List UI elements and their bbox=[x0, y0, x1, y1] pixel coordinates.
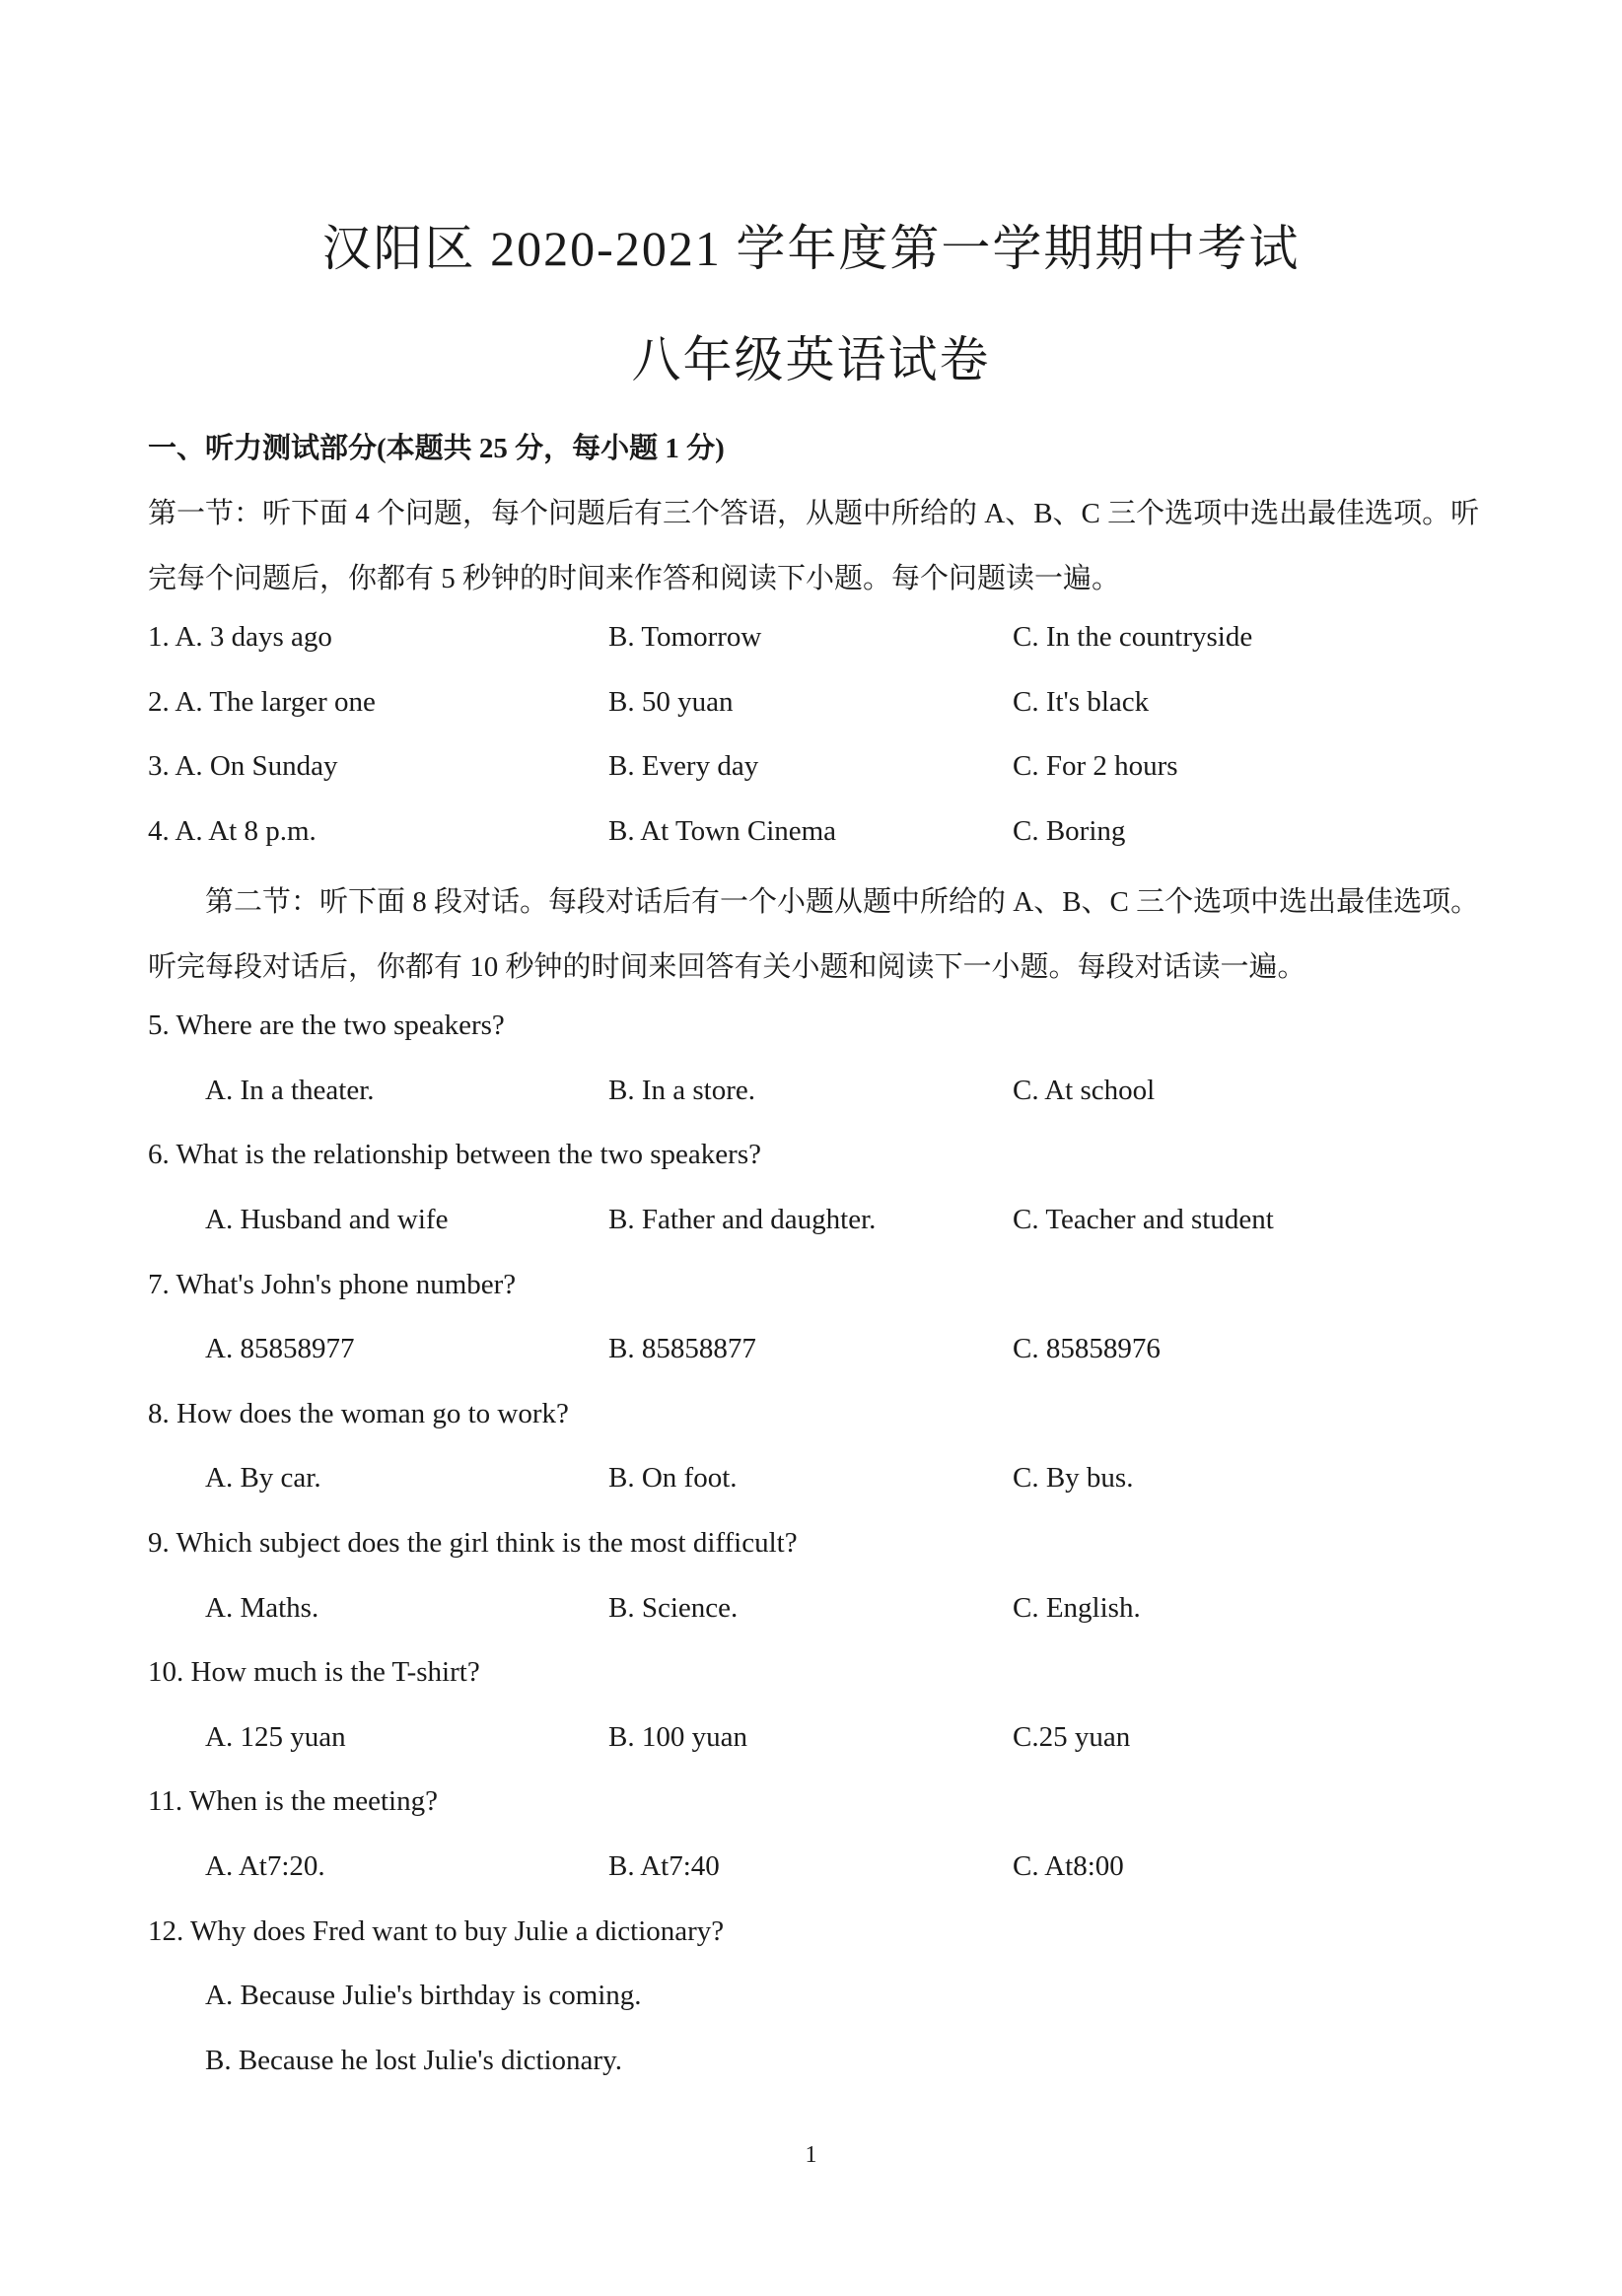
q7-option-b: B. 85858877 bbox=[608, 1333, 756, 1364]
q2-option-c: C. It's black bbox=[1013, 686, 1150, 718]
q1-option-a: 1. A. 3 days ago bbox=[148, 621, 332, 653]
q8-stem: 8. How does the woman go to work? bbox=[148, 1398, 569, 1429]
q12-option-b: B. Because he lost Julie's dictionary. bbox=[205, 2045, 622, 2076]
q1-option-b: B. Tomorrow bbox=[608, 621, 762, 653]
q10-option-c: C.25 yuan bbox=[1013, 1721, 1131, 1753]
q4-option-c: C. Boring bbox=[1013, 815, 1126, 847]
q2-option-b: B. 50 yuan bbox=[608, 686, 734, 718]
q3-option-c: C. For 2 hours bbox=[1013, 750, 1178, 782]
q6-option-b: B. Father and daughter. bbox=[608, 1204, 877, 1235]
q8-option-b: B. On foot. bbox=[608, 1462, 738, 1494]
q5-option-b: B. In a store. bbox=[608, 1075, 755, 1106]
q6-stem: 6. What is the relationship between the two speakers? bbox=[148, 1139, 761, 1170]
q5-option-a: A. In a theater. bbox=[205, 1075, 375, 1106]
exam-subtitle: 八年级英语试卷 bbox=[631, 332, 991, 387]
q7-stem: 7. What's John's phone number? bbox=[148, 1269, 517, 1300]
part2-instruction-line2: 听完每段对话后，你都有 10 秒钟的时间来回答有关小题和阅读下一小题。每段对话读一遍。 bbox=[148, 951, 1306, 983]
q3-option-b: B. Every day bbox=[608, 750, 759, 782]
q8-option-a: A. By car. bbox=[205, 1462, 321, 1494]
q8-option-c: C. By bus. bbox=[1013, 1462, 1134, 1494]
q11-option-b: B. At7:40 bbox=[608, 1850, 720, 1882]
q3-option-a: 3. A. On Sunday bbox=[148, 750, 338, 782]
q12-stem: 12. Why does Fred want to buy Julie a dictionary? bbox=[148, 1915, 725, 1947]
q9-option-a: A. Maths. bbox=[205, 1592, 319, 1624]
q4-option-a: 4. A. At 8 p.m. bbox=[148, 815, 317, 847]
q11-option-c: C. At8:00 bbox=[1013, 1850, 1124, 1882]
q10-stem: 10. How much is the T-shirt? bbox=[148, 1656, 480, 1688]
q6-option-c: C. Teacher and student bbox=[1013, 1204, 1274, 1235]
q7-option-a: A. 85858977 bbox=[205, 1333, 355, 1364]
q1-option-c: C. In the countryside bbox=[1013, 621, 1253, 653]
part1-instruction-line1: 第一节：听下面 4 个问题，每个问题后有三个答语，从题中所给的 A、B、C 三个选项中选出最佳选项。听 bbox=[148, 498, 1480, 529]
q7-option-c: C. 85858976 bbox=[1013, 1333, 1161, 1364]
q6-option-a: A. Husband and wife bbox=[205, 1204, 449, 1235]
page-number: 1 bbox=[805, 2142, 817, 2168]
q9-option-b: B. Science. bbox=[608, 1592, 739, 1624]
part1-instruction-line2: 完每个问题后，你都有 5 秒钟的时间来作答和阅读下小题。每个问题读一遍。 bbox=[148, 563, 1121, 594]
q4-option-b: B. At Town Cinema bbox=[608, 815, 837, 847]
q5-stem: 5. Where are the two speakers? bbox=[148, 1009, 505, 1041]
exam-title: 汉阳区 2020-2021 学年度第一学期期中考试 bbox=[321, 221, 1301, 276]
q11-option-a: A. At7:20. bbox=[205, 1850, 325, 1882]
q11-stem: 11. When is the meeting? bbox=[148, 1785, 438, 1817]
part2-instruction-line1: 第二节：听下面 8 段对话。每段对话后有一个小题从题中所给的 A、B、C 三个选项中选出最佳选项。 bbox=[205, 886, 1480, 918]
q5-option-c: C. At school bbox=[1013, 1075, 1156, 1106]
q9-stem: 9. Which subject does the girl think is the most difficult? bbox=[148, 1527, 798, 1559]
q12-option-a: A. Because Julie's birthday is coming. bbox=[205, 1980, 642, 2011]
section-heading: 一、听力测试部分(本题共 25 分，每小题 1 分) bbox=[148, 433, 725, 464]
q10-option-b: B. 100 yuan bbox=[608, 1721, 747, 1753]
q9-option-c: C. English. bbox=[1013, 1592, 1141, 1624]
q10-option-a: A. 125 yuan bbox=[205, 1721, 346, 1753]
q2-option-a: 2. A. The larger one bbox=[148, 686, 376, 718]
